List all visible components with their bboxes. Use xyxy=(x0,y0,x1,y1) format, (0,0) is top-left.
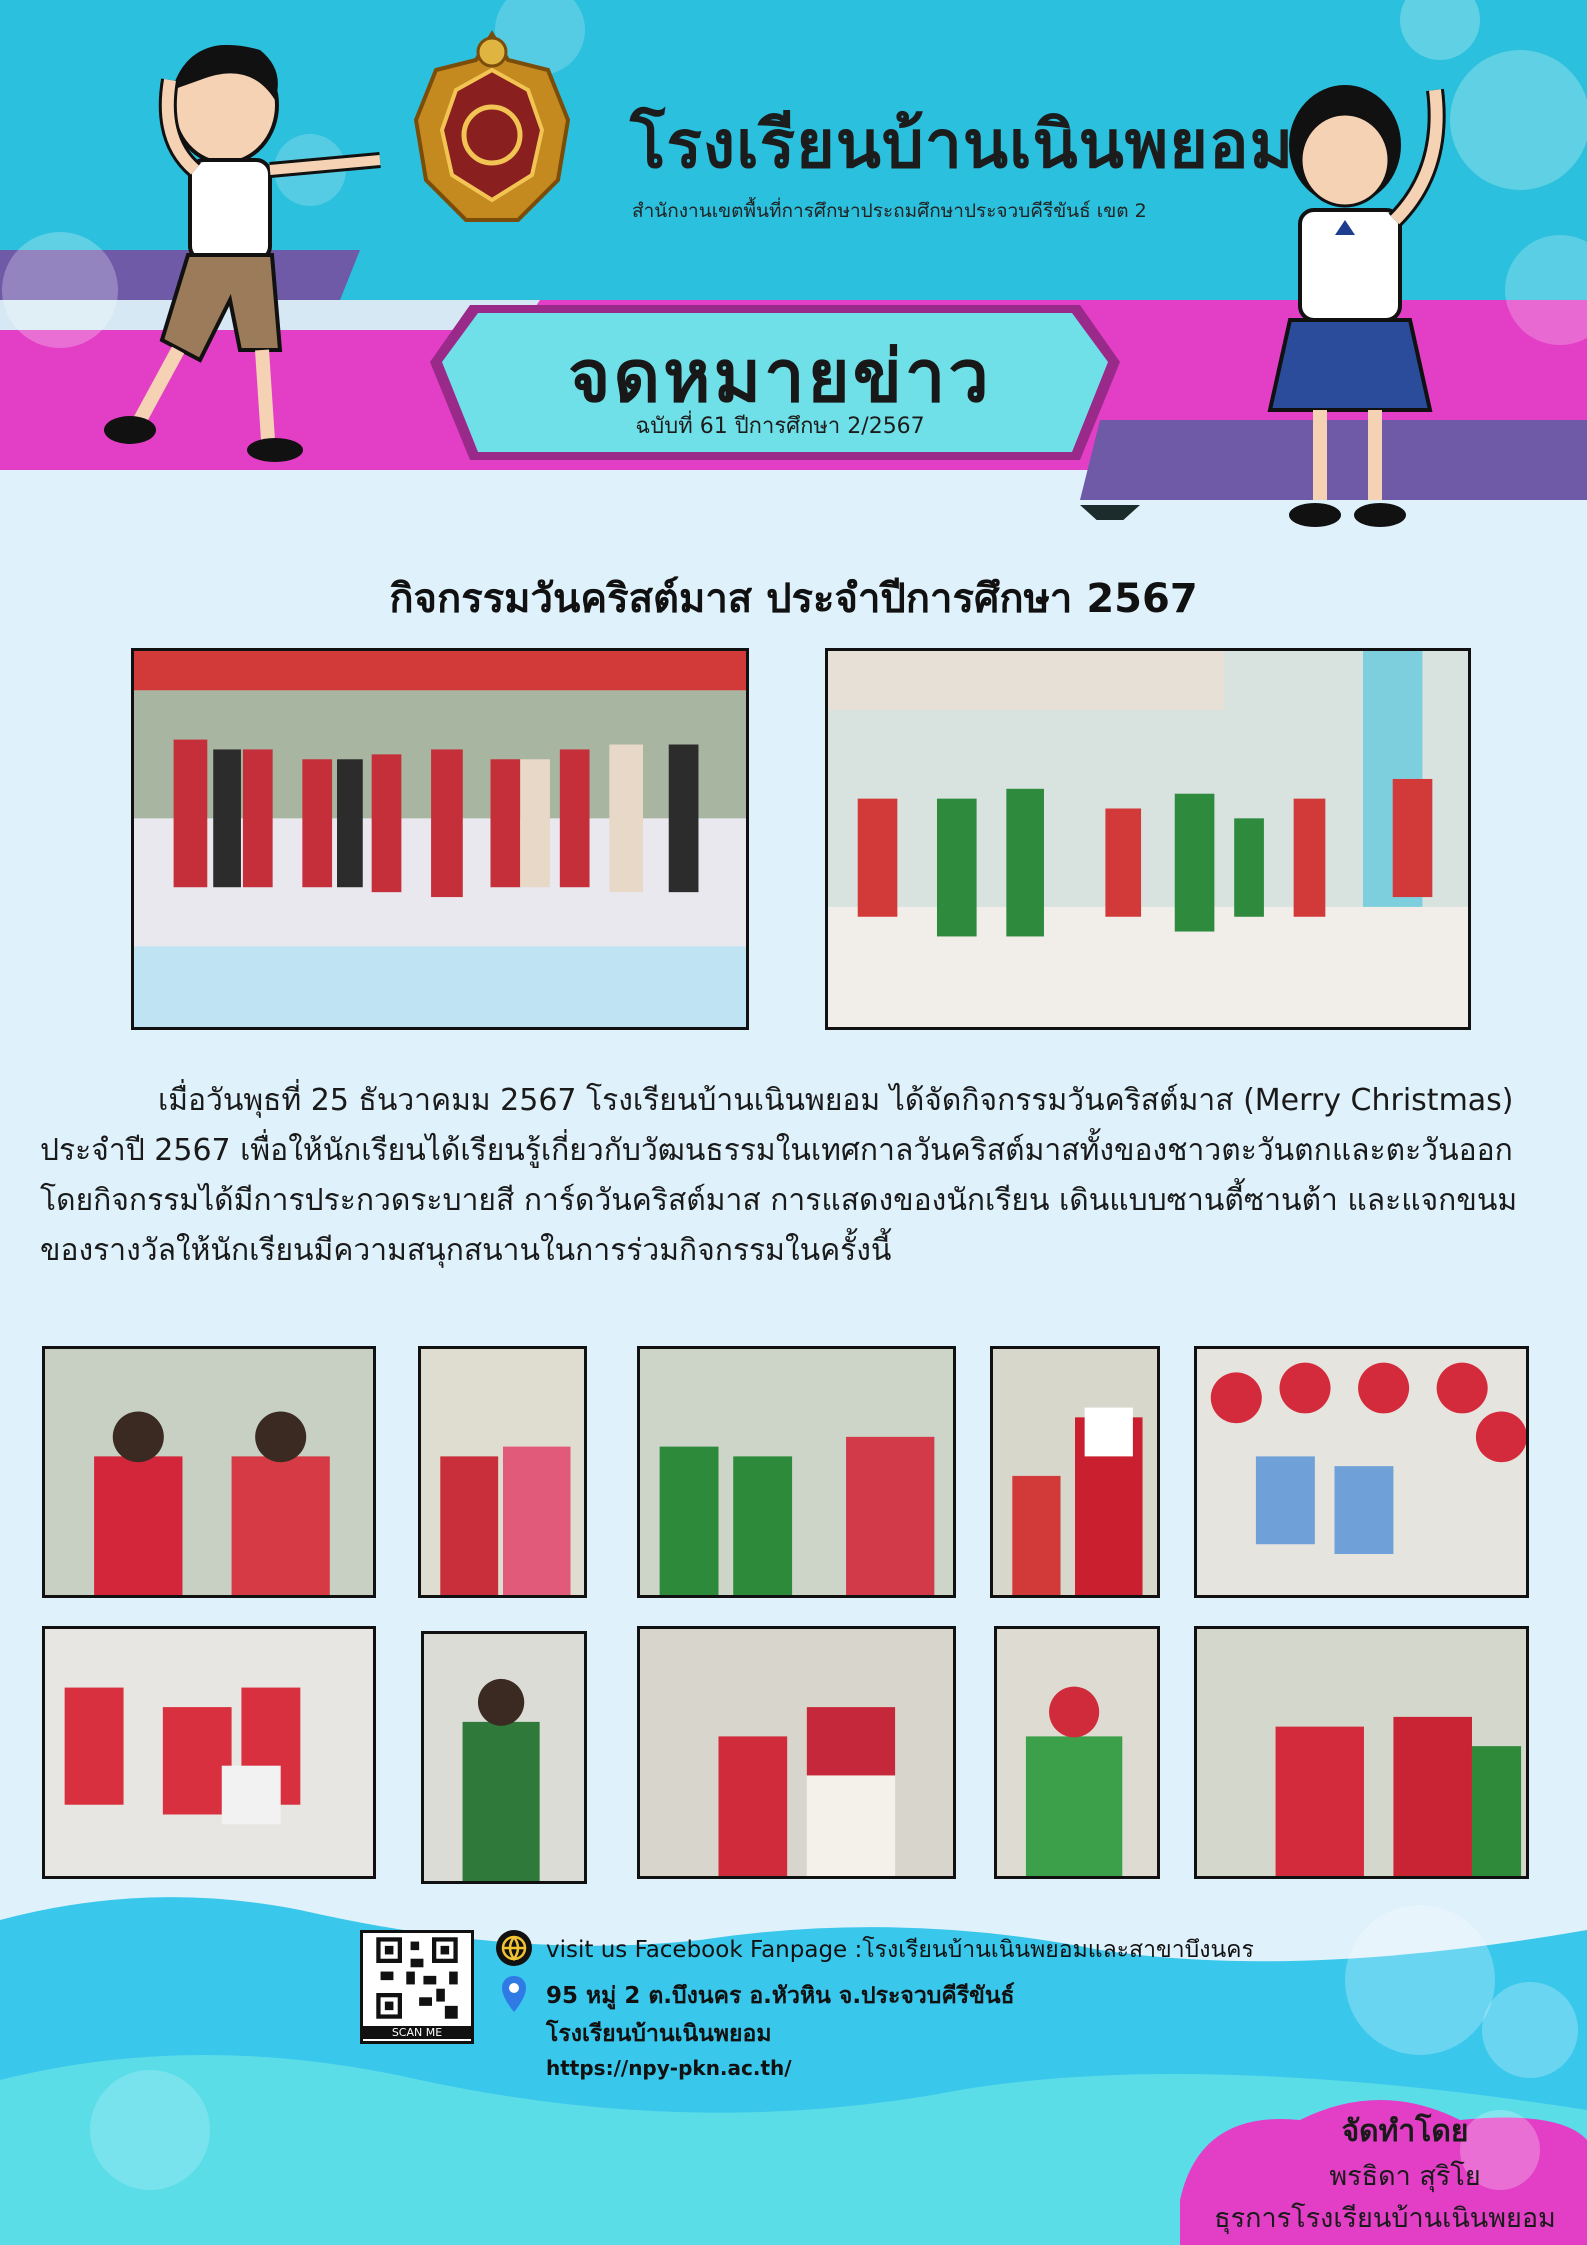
photo-grid-item xyxy=(42,1626,376,1879)
photo-stage-group xyxy=(131,648,749,1030)
school-emblem-icon xyxy=(408,30,576,230)
footer-school-name: โรงเรียนบ้านเนินพยอม xyxy=(546,2021,772,2047)
newsletter-title: จดหมายข่าว xyxy=(568,334,992,418)
school-name: โรงเรียนบ้านเนินพยอม xyxy=(630,106,1295,183)
photo-grid-item xyxy=(42,1346,376,1598)
photo-grid-item xyxy=(421,1631,587,1884)
prepared-by-role: ธุรการโรงเรียนบ้านเนินพยอม xyxy=(1214,2203,1556,2234)
photo-students-costumes xyxy=(825,648,1471,1030)
photo-grid-item xyxy=(1194,1626,1529,1879)
globe-icon xyxy=(496,1930,532,1966)
school-address: 95 หมู่ 2 ต.บึงนคร อ.หัวหิน จ.ประจวบคีรีขันธ์ xyxy=(546,1983,1015,2009)
qr-scan-label: SCAN ME xyxy=(360,2026,474,2039)
photo-grid-item xyxy=(637,1346,956,1598)
news-body-paragraph: เมื่อวันพุธที่ 25 ธันวาคมม 2567 โรงเรียนบ้านเนินพยอม ได้จัดกิจกรรมวันคริสต์มาส (Merry Christmas) ประจำปี 2567 เพื่อให้นักเรียนได้เรียนรู้เกี่ยวกับวัฒนธรรมในเทศกาลวันคริสต์มาสทั้งของชาวตะวันตกและตะวันออก โดยกิจกรรมได้มีการประกวดระบายสี การ์ดวันคริสต์มาส การแสดงของนักเรียน เดินแบบซานตี้ซานต้า และแจกขนมของรางวัลให้นักเรียนมีความสนุกสนานในการร่วมกิจกรรมในครั้งนี้ xyxy=(40,1083,1518,1268)
school-website-link[interactable]: https://npy-pkn.ac.th/ xyxy=(546,2056,792,2080)
section-title: กิจกรรมวันคริสต์มาส ประจำปีการศึกษา 2567 xyxy=(389,576,1198,622)
photo-grid-item xyxy=(994,1626,1160,1879)
photo-grid-item xyxy=(418,1346,587,1598)
newsletter-issue: ฉบับที่ 61 ปีการศึกษา 2/2567 xyxy=(635,414,925,439)
school-district: สำนักงานเขตพื้นที่การศึกษาประถมศึกษาประจวบคีรีขันธ์ เขต 2 xyxy=(632,200,1147,222)
location-pin-icon xyxy=(500,1974,528,2014)
prepared-by-name: พรธิดา สุริโย xyxy=(1329,2161,1481,2192)
photo-grid-item xyxy=(1194,1346,1529,1598)
facebook-fanpage-link[interactable]: visit us Facebook Fanpage :โรงเรียนบ้านเนินพยอมและสาขาบึงนคร xyxy=(546,1937,1254,1963)
photo-grid-item xyxy=(637,1626,956,1879)
prepared-by-label: จัดทำโดย xyxy=(1341,2114,1469,2149)
photo-grid-item xyxy=(990,1346,1160,1598)
boy-character-illustration xyxy=(100,20,420,470)
